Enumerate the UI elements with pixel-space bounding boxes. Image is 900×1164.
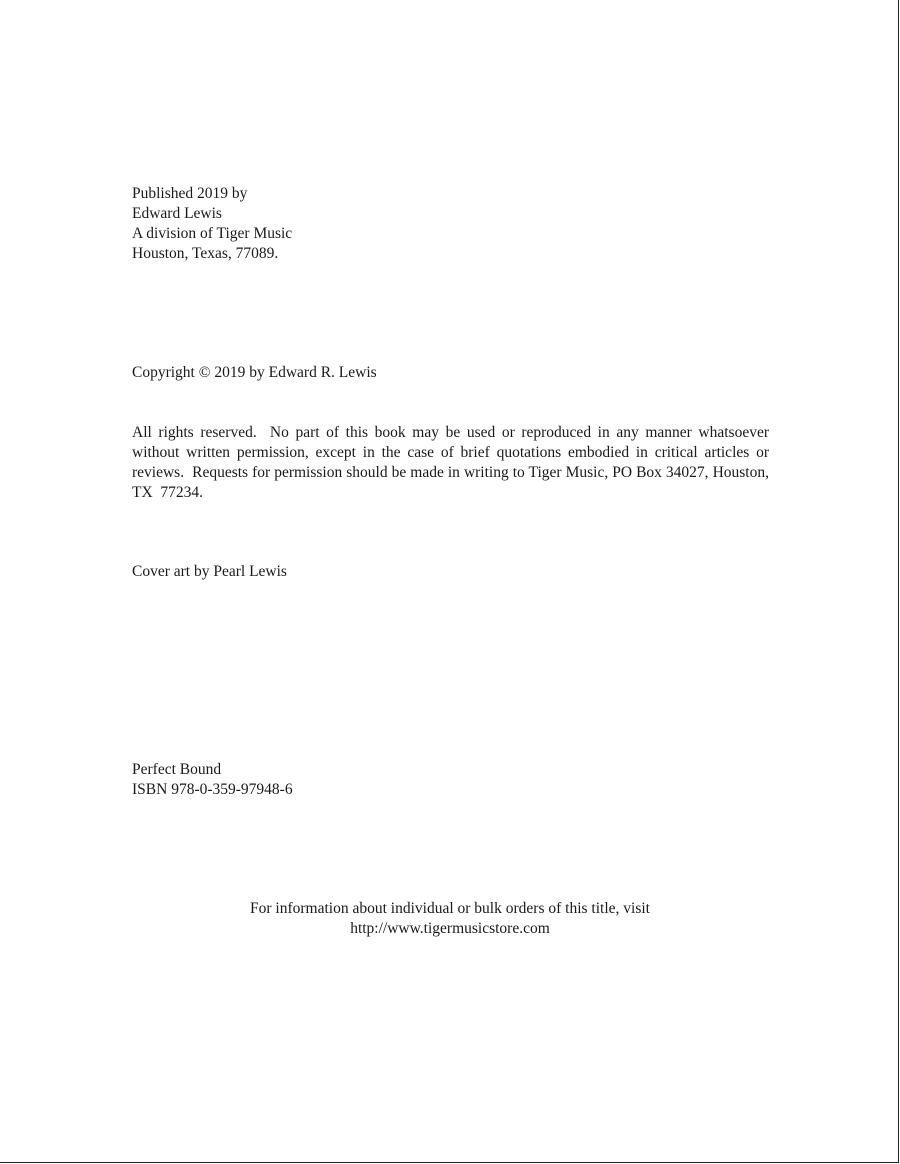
publisher-line-name: Edward Lewis bbox=[132, 205, 222, 222]
binding-info bbox=[132, 760, 769, 800]
publisher-info bbox=[132, 184, 769, 264]
cover-art-text: Cover art by Pearl Lewis bbox=[132, 563, 287, 580]
publisher-line-division: A division of Tiger Music bbox=[132, 225, 293, 242]
publisher-line-address: Houston, Texas, 77089. bbox=[132, 245, 279, 262]
store-url-link[interactable]: http://www.tigermusicstore.com bbox=[350, 920, 550, 937]
isbn-number: ISBN 978-0-359-97948-6 bbox=[132, 781, 293, 798]
binding-type: Perfect Bound bbox=[132, 761, 222, 778]
orders-info bbox=[0, 899, 900, 939]
cover-art-credit bbox=[132, 562, 769, 582]
copyright-text: Copyright © 2019 by Edward R. Lewis bbox=[132, 364, 377, 381]
copyright-notice bbox=[132, 363, 769, 383]
rights-reserved-paragraph: All rights reserved. No part of this book may be used or reproduced in any manner whatsoever without written permission, except in the case of brief quotations embodied in critical articles or reviews. Requests for permission should be made in writing to Tiger Music, PO Box 34027, Houston, TX 77234. bbox=[132, 424, 773, 501]
orders-text: For information about individual or bulk orders of this title, visit bbox=[250, 900, 650, 917]
publisher-line-published: Published 2019 by bbox=[132, 185, 248, 202]
